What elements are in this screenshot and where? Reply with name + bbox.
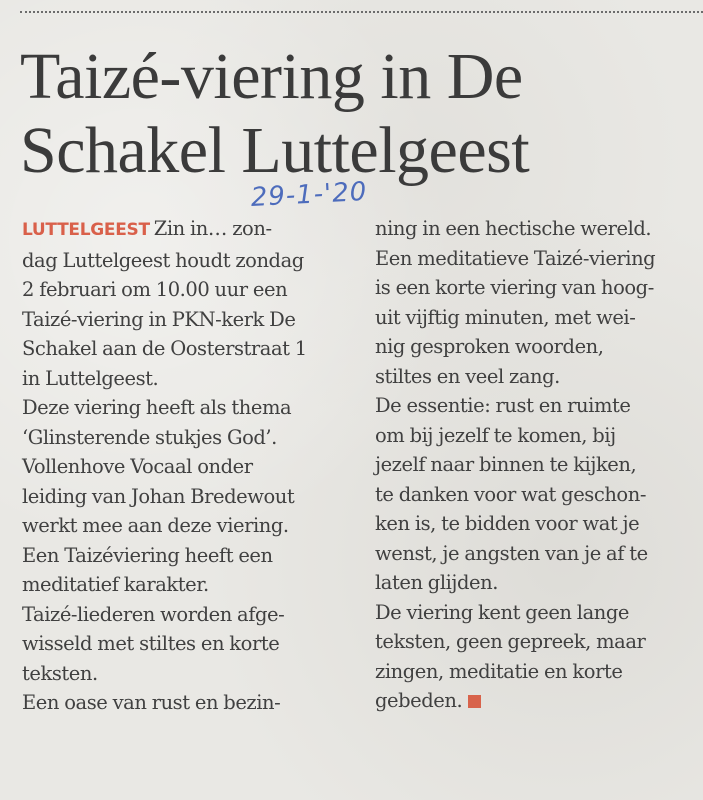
body-line: in Luttelgeest.: [22, 366, 159, 390]
body-line: [22, 214, 357, 246]
body-line: werkt mee aan deze viering.: [22, 514, 289, 537]
body-line: wenst, je angsten van je af te: [375, 541, 648, 565]
body-line: Een meditatieve Taizé-viering: [375, 246, 656, 270]
body-line: is een korte viering van hoog-: [375, 276, 654, 299]
body-line: zingen, meditatie en korte: [375, 659, 623, 683]
body-line: Vollenhove Vocaal onder: [22, 455, 253, 478]
body-line: wisseld met stiltes en korte: [22, 632, 280, 655]
body-text: gebeden.: [375, 689, 463, 712]
body-line: laten glijden.: [375, 571, 498, 594]
body-line: 2 februari om 10.00 uur een: [22, 278, 288, 301]
headline-line-2: Schakel Luttelgeest: [20, 114, 530, 187]
body-line: De essentie: rust en ruimte: [375, 394, 631, 417]
body-line: jezelf naar binnen te kijken,: [375, 453, 637, 476]
body-line: nig gesproken woorden,: [375, 335, 604, 358]
headline: [20, 40, 700, 188]
dateline: LUTTELGEEST: [22, 220, 150, 240]
body-line: ken is, te bidden voor wat je: [375, 512, 640, 535]
body-line: Een oase van rust en bezin-: [22, 691, 281, 714]
body-line: ning in een hectische wereld.: [375, 217, 652, 240]
headline-line-1: Taizé-viering in De: [20, 40, 523, 113]
body-line: dag Luttelgeest houdt zondag: [22, 248, 304, 272]
body-line: De viering kent geen lange: [375, 600, 629, 624]
body-line: Schakel aan de Oosterstraat 1: [22, 337, 307, 360]
body-line: leiding van Johan Bredewout: [22, 484, 295, 508]
body-line: ‘Glinsterende stukjes God’.: [22, 425, 277, 449]
article-column-left: [22, 214, 357, 718]
top-dotted-rule: [20, 11, 703, 13]
article-column-right: [375, 214, 703, 716]
body-line: teksten.: [22, 661, 98, 685]
end-of-article-square-icon: [468, 695, 481, 708]
body-line: teksten, geen gepreek, maar: [375, 630, 646, 653]
body-line: om bij jezelf te komen, bij: [375, 423, 616, 447]
body-text: Zin in… zon-: [153, 217, 272, 240]
body-line: stiltes en veel zang.: [375, 364, 560, 388]
body-line: Een Taizéviering heeft een: [22, 543, 273, 567]
body-line: [375, 686, 703, 716]
handwritten-date-annotation: 29-1-'20: [250, 176, 369, 213]
body-line: Deze viering heeft als thema: [22, 396, 292, 419]
body-line: Taizé-liederen worden afge-: [22, 602, 285, 626]
body-line: uit vijftig minuten, met wei-: [375, 305, 636, 329]
body-line: Taizé-viering in PKN-kerk De: [22, 307, 296, 331]
body-line: te danken voor wat geschon-: [375, 482, 646, 506]
body-line: meditatief karakter.: [22, 573, 209, 596]
